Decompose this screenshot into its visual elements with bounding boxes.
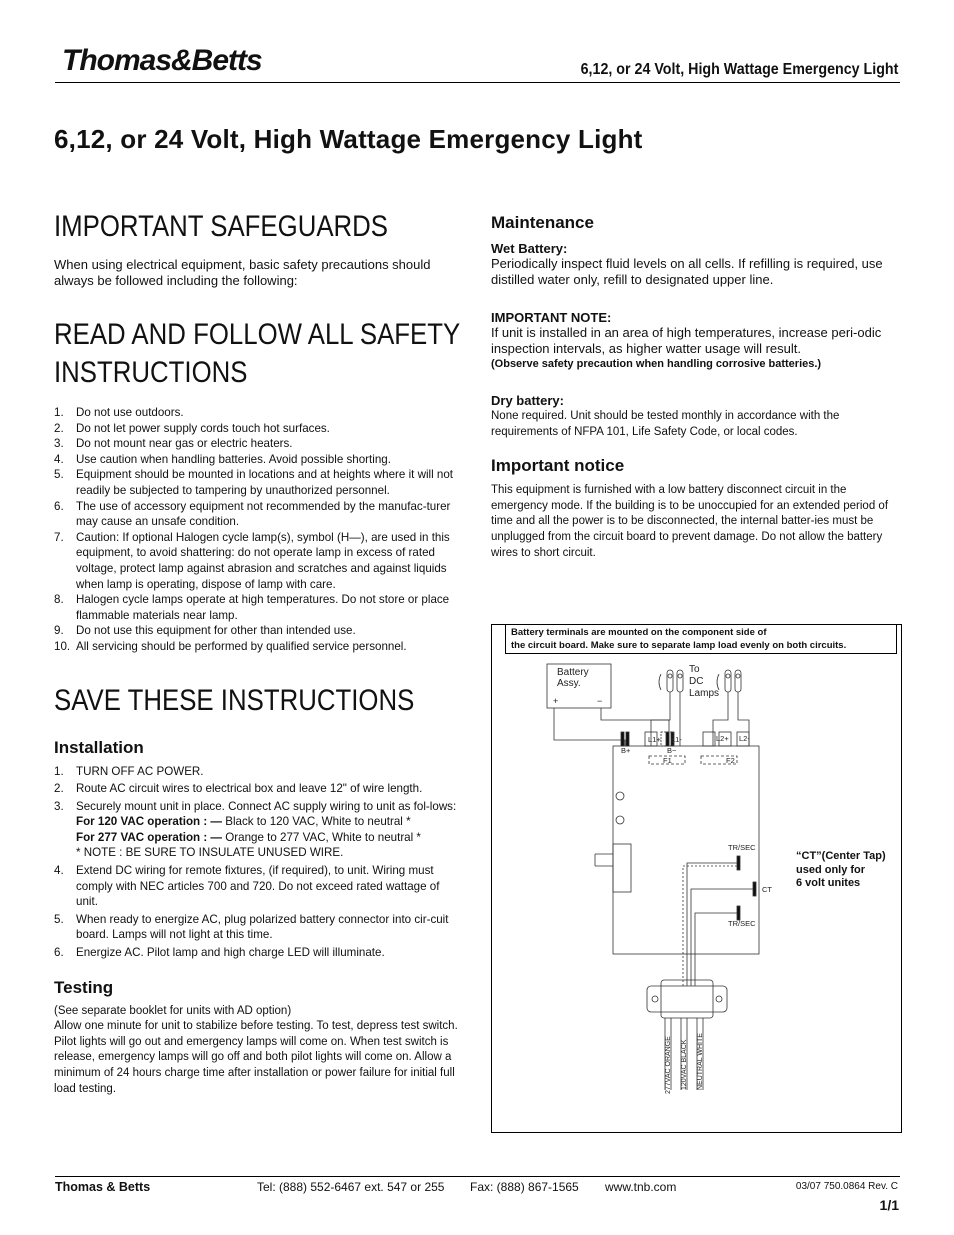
testing-heading: Testing [54,977,114,997]
header-divider [55,82,900,83]
center-tap-note: “CT”(Center Tap) used only for 6 volt unites [796,850,886,889]
battery-wire-pos [554,708,625,746]
safeguards-heading: IMPORTANT SAFEGUARDS [54,210,389,243]
list-item: 5. When ready to energize AC, plug polarized battery connector into cir-cuit board. Lamps will not light at this time. [54,912,449,942]
terminal-l2minus: L2- [739,734,750,743]
diagram-note: Battery terminals are mounted on the component side of the circuit board. Make sure to separate lamp load evenly on both circuits. [505,624,897,654]
left-column [54,208,464,1097]
safety-list [54,405,464,655]
footer-web[interactable]: www.tnb.com [605,1180,677,1194]
trsec-label-2: TR/SEC [728,919,756,928]
list-item: 6. The use of accessory equipment not recommended by the manufac-turer may cause an unsafe condition. [54,499,451,529]
list-item: 1. TURN OFF AC POWER. [54,764,204,778]
terminal-l1minus: L1- [671,735,682,744]
important-note-bold: (Observe safety precaution when handling corrosive batteries.) [491,358,822,370]
wet-battery-text: Periodically inspect fluid levels on all cells. If refilling is required, use distilled water only, refill to designated upper line. [491,256,883,287]
terminal-bminus: B− [667,746,677,755]
list-item: 5. Equipment should be mounted in locations and at heights where it will not readily be subjected to tampering by unauthorized personnel. [54,468,454,497]
list-item: 2. Route AC circuit wires to electrical box and leave 12" of wire length. [54,782,423,796]
battery-label-2: Assy. [557,678,581,689]
footer-fax: Fax: (888) 867-1565 [470,1180,579,1194]
battery-minus: − [597,696,603,706]
safeguards-intro: When using electrical equipment, basic safety precautions should always be followed including the following: [54,257,431,288]
lamps-label: Lamps [689,688,720,699]
wet-battery-label: Wet Battery: [491,241,568,256]
header-title: 6,12, or 24 Volt, High Wattage Emergency Light [580,61,898,78]
wire-neutral-label: NEUTRAL WHITE [697,1033,704,1090]
right-column [491,213,899,561]
list-item: 4. Extend DC wiring for remote fixtures, (if required), to unit. Wiring must comply with NEC articles 700 and 720. Do not exceed rated wattage of unit. [54,864,440,909]
secondary-wire-2 [691,889,753,986]
transformer [647,986,727,1012]
list-item: 3. Securely mount unit in place. Connect AC supply wiring to unit as fol-lows: For 120 VAC operation : — Black to 120 VAC, White to neutral * For 277 VAC operation : — Orange to 277 VAC, White to neutral * * NOTE : BE SURE TO INSULATE UNUSED WIRE. [54,799,457,860]
terminal-bplus: B+ [621,746,631,755]
list-item: 10. All servicing should be performed by qualified service personnel. [54,639,407,653]
list-item: 1. Do not use outdoors. [54,406,184,419]
testing-body: Allow one minute for unit to stabilize before testing. To test, depress test switch. Pilot lights will go out and emergency lamps will come on. When test switch is release, emergency lamps will go off and both pilot lights will come on. Allow a minimum of 24 hours charge time after installation or power failure for initial full load testing. [54,1020,458,1095]
read-follow-heading-1: READ AND FOLLOW ALL SAFETY [54,318,461,351]
footer-divider [55,1176,900,1177]
to-label: To [689,664,700,675]
battery-label-1: Battery [557,667,589,678]
terminal-trsec-2 [737,906,740,920]
list-item: 2. Do not let power supply cords touch hot surfaces. [54,421,330,435]
board-switch [613,844,631,892]
terminal-row [621,732,749,746]
maintenance-heading: Maintenance [491,213,594,232]
installation-heading: Installation [54,737,144,757]
list-item: 4. Use caution when handling batteries. Avoid possible shorting. [54,452,391,466]
fuse-f2-label: F2 [726,756,735,765]
board-hole-1 [616,792,624,800]
footer-company: Thomas & Betts [55,1180,151,1194]
list-item: 9. Do not use this equipment for other than intended use. [54,624,356,638]
list-item: 8. Halogen cycle lamps operate at high temperatures. Do not store or place flammable materials near lamp. [54,593,450,622]
list-item: 3. Do not mount near gas or electric heaters. [54,437,293,451]
save-heading: SAVE THESE INSTRUCTIONS [54,683,415,717]
ct-label: CT [762,885,772,894]
terminal-l2plus: L2+ [716,734,729,743]
terminal-l1plus: L1+ [648,735,661,744]
terminal-trsec-1 [737,856,740,870]
important-note-text: If unit is installed in an area of high temperatures, increase peri-odic inspection intervals, as higher watter usage will result. [491,325,882,356]
fuse-f1-label: F1 [663,756,672,765]
dry-battery-label: Dry battery: [491,393,564,408]
notice-heading: Important notice [491,456,625,476]
read-follow-heading-2: INSTRUCTIONS [54,356,248,389]
list-item: 7. Caution: If optional Halogen cycle lamp(s), symbol (H—), are used in this equipment, to avoid shattering: do not operate lamp in excess of rated voltage, protect lamp against abrasion and scratches and against liquids when lamp is operating, dispose of lamp with care. [54,530,450,591]
page-number: 1/1 [879,1197,899,1213]
dc-label: DC [689,676,704,687]
important-note-label: IMPORTANT NOTE: [491,310,612,325]
wire-120vac-label: 120VAC BLACK [681,1039,688,1090]
terminal-ct [753,882,756,896]
list-item: 6. Energize AC. Pilot lamp and high charge LED will illuminate. [54,946,385,960]
page-title: 6,12, or 24 Volt, High Wattage Emergency Light [54,124,643,154]
trsec-label-1: TR/SEC [728,843,756,852]
notice-text: This equipment is furnished with a low battery disconnect circuit in the emergency mode. If the building is to be unoccupied for an extended period of time and all the power is to be disconnected, the internal batter-ies must be unplugged from the circuit board to prevent damage. Do not allow the battery wires to short circuit. [491,484,889,559]
footer-revision: 03/07 750.0864 Rev. C [795,1181,898,1192]
board-hole-2 [616,816,624,824]
company-logo: Thomas&Betts [62,44,262,77]
installation-list [54,764,464,961]
testing-note: (See separate booklet for units with AD option) [54,1004,292,1017]
footer-tel: Tel: (888) 552-6467 ext. 547 or 255 [257,1180,445,1194]
dry-battery-text: None required. Unit should be tested monthly in accordance with the requirements of NFPA 101, Life Safety Code, or local codes. [491,410,840,438]
wire-277vac-label: 277VAC ORANGE [665,1036,672,1094]
battery-plus: + [553,696,559,706]
